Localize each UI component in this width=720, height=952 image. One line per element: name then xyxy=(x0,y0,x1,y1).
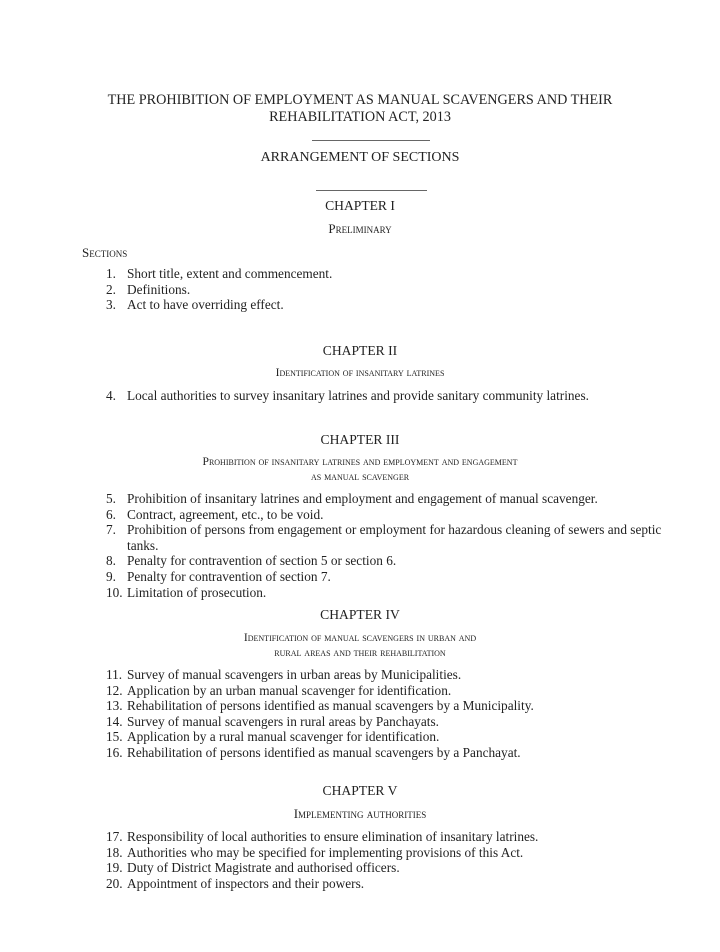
section-title: Penalty for contravention of section 5 or section 6. xyxy=(127,553,397,569)
section-item[interactable] xyxy=(106,683,666,699)
chapter-heading: CHAPTER I xyxy=(325,198,395,213)
chapter-heading: CHAPTER V xyxy=(322,783,398,798)
chapter-subtitle-line: Prohibition of insanitary latrines and employment and engagement xyxy=(202,455,518,468)
chapter-subtitle xyxy=(0,631,720,660)
section-title: Short title, extent and commencement. xyxy=(127,266,333,281)
section-number: 7. xyxy=(106,522,116,538)
section-title: Rehabilitation of persons identified as manual scavengers by a Municipality. xyxy=(127,698,534,714)
section-number: 8. xyxy=(106,553,116,569)
chapter-subtitle: Identification of insanitary latrines xyxy=(275,366,445,379)
chapter-subtitle xyxy=(0,455,720,484)
section-item[interactable] xyxy=(106,876,666,892)
section-title: Application by an urban manual scavenger for identification. xyxy=(127,682,452,698)
section-list xyxy=(106,667,666,761)
chapter-subtitle-line: rural areas and their rehabilitation xyxy=(274,645,446,659)
section-item[interactable] xyxy=(106,522,666,553)
chapter-subtitle: Implementing authorities xyxy=(293,806,427,821)
section-number: 17. xyxy=(106,829,123,844)
section-number: 9. xyxy=(106,568,116,584)
section-number: 16. xyxy=(106,744,123,760)
section-list xyxy=(106,388,666,404)
section-number: 4. xyxy=(106,388,116,403)
section-title: Survey of manual scavengers in rural areas by Panchayats. xyxy=(127,713,439,729)
chapter-heading: CHAPTER II xyxy=(322,343,398,358)
section-number: 14. xyxy=(106,713,123,729)
section-item[interactable] xyxy=(106,860,666,876)
section-number: 15. xyxy=(106,729,123,745)
section-number: 10. xyxy=(106,584,123,600)
section-number: 12. xyxy=(106,682,123,698)
section-item[interactable] xyxy=(106,667,666,683)
section-item[interactable] xyxy=(106,829,666,845)
section-item[interactable] xyxy=(106,297,666,313)
section-number: 2. xyxy=(106,281,116,297)
section-item[interactable] xyxy=(106,585,666,601)
divider-rule xyxy=(316,190,427,191)
section-title: Survey of manual scavengers in urban areas by Municipalities. xyxy=(127,667,462,682)
section-number: 5. xyxy=(106,491,116,506)
sections-label: Sections xyxy=(82,245,128,260)
section-title: Local authorities to survey insanitary latrines and provide sanitary community latrines. xyxy=(127,388,589,403)
section-number: 18. xyxy=(106,844,123,860)
section-title: Responsibility of local authorities to ensure elimination of insanitary latrines. xyxy=(127,829,539,844)
section-title: Act to have overriding effect. xyxy=(127,297,284,313)
chapter-subtitle-line: Identification of manual scavengers in urban and xyxy=(243,631,477,644)
section-item[interactable] xyxy=(106,714,666,730)
act-title xyxy=(0,92,720,126)
arrangement-heading: ARRANGEMENT OF SECTIONS xyxy=(260,150,460,165)
section-number: 11. xyxy=(106,667,123,682)
chapter-heading: CHAPTER III xyxy=(320,432,400,447)
chapter-subtitle: Preliminary xyxy=(328,221,392,236)
section-item[interactable] xyxy=(106,698,666,714)
act-title-line-1: THE PROHIBITION OF EMPLOYMENT AS MANUAL SCAVENGERS AND THEIR xyxy=(107,92,613,108)
section-title: Appointment of inspectors and their powers. xyxy=(127,875,365,891)
section-title: Limitation of prosecution. xyxy=(127,584,267,600)
section-item[interactable] xyxy=(106,745,666,761)
section-list xyxy=(106,491,666,600)
section-item[interactable] xyxy=(106,553,666,569)
section-title: Authorities who may be specified for implementing provisions of this Act. xyxy=(127,844,524,860)
section-item[interactable] xyxy=(106,507,666,523)
section-number: 1. xyxy=(106,266,116,281)
section-item[interactable] xyxy=(106,491,666,507)
act-title-line-2: REHABILITATION ACT, 2013 xyxy=(269,109,451,125)
section-item[interactable] xyxy=(106,729,666,745)
section-number: 13. xyxy=(106,698,123,714)
section-title: Application by a rural manual scavenger for identification. xyxy=(127,729,440,745)
section-title: Prohibition of insanitary latrines and employment and engagement of manual scavenger. xyxy=(127,491,598,506)
section-list xyxy=(106,829,666,891)
section-number: 19. xyxy=(106,860,123,876)
section-number: 20. xyxy=(106,875,123,891)
chapter-subtitle-line: as manual scavenger xyxy=(310,469,410,483)
section-item[interactable] xyxy=(106,388,666,404)
section-number: 3. xyxy=(106,297,116,313)
section-item[interactable] xyxy=(106,569,666,585)
section-title: Penalty for contravention of section 7. xyxy=(127,568,331,584)
section-title: Definitions. xyxy=(127,281,191,297)
section-item[interactable] xyxy=(106,266,666,282)
divider-rule xyxy=(312,140,430,141)
section-title: Duty of District Magistrate and authorised officers. xyxy=(127,860,400,876)
section-list xyxy=(106,266,666,313)
section-item[interactable] xyxy=(106,282,666,298)
section-title: Rehabilitation of persons identified as manual scavengers by a Panchayat. xyxy=(127,744,521,760)
section-title: Contract, agreement, etc., to be void. xyxy=(127,506,324,522)
chapter-heading: CHAPTER IV xyxy=(320,607,400,622)
section-number: 6. xyxy=(106,506,116,522)
section-title: Prohibition of persons from engagement or employment for hazardous cleaning of sewers and septic tanks. xyxy=(127,522,662,553)
section-item[interactable] xyxy=(106,845,666,861)
